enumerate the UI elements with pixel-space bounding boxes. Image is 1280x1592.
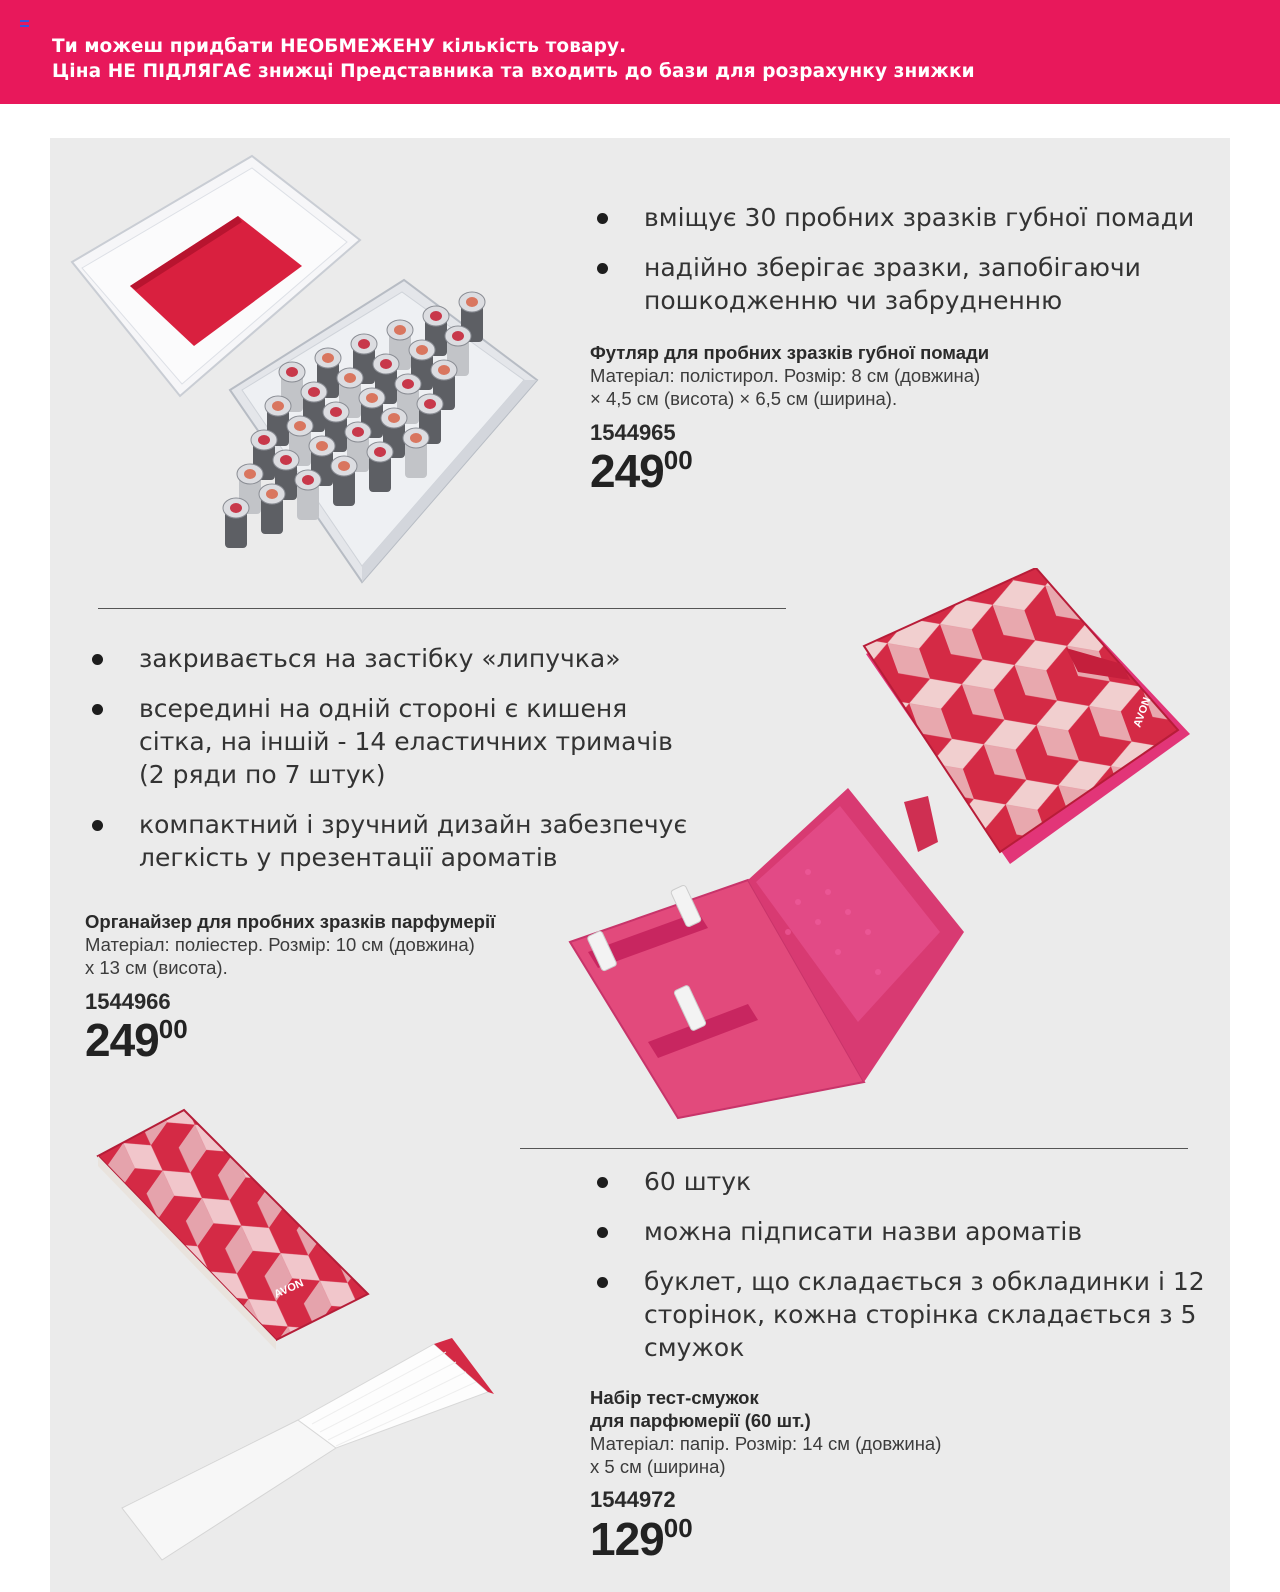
lipstick-color — [452, 331, 464, 341]
product-2-desc-line-1: Матеріал: поліестер. Розмір: 10 см (довжина) — [85, 934, 475, 955]
lipstick-color — [330, 407, 342, 417]
lipstick-color — [344, 373, 356, 383]
lipstick-color — [286, 367, 298, 377]
product-1-desc-line-1: Матеріал: полістирол. Розмір: 8 см (довжина) — [590, 365, 981, 386]
lipstick-color — [352, 427, 364, 437]
lipstick-color — [322, 353, 334, 363]
brand-label: AVON — [1131, 695, 1154, 730]
lipstick-color — [416, 345, 428, 355]
product-1-price — [590, 444, 693, 498]
bullet-icon — [92, 820, 103, 831]
feature-item: компактний і зручний дизайн забезпечує легкість у презентації ароматів — [139, 808, 699, 874]
banner-line-2: Ціна НЕ ПІДЛЯГАЄ знижці Представника та входить до бази для розрахунку знижки — [52, 61, 975, 82]
product-1-title: Футляр для пробних зразків губної помади — [590, 342, 990, 363]
lipstick-color — [410, 433, 422, 443]
price-cents: 00 — [663, 445, 693, 475]
bullet-icon — [597, 1177, 608, 1188]
product-2-desc-line-2: x 13 см (висота). — [85, 957, 228, 978]
lipstick-color — [280, 455, 292, 465]
lipstick-color — [374, 447, 386, 457]
lipstick-color — [358, 339, 370, 349]
lipstick-color — [266, 489, 278, 499]
lipstick-color — [258, 435, 270, 445]
lipstick-color — [394, 325, 406, 335]
product-2-title: Органайзер для пробних зразків парфумерії — [85, 911, 496, 932]
bullet-icon — [597, 263, 608, 274]
test-strips-image — [92, 1104, 502, 1574]
price-main: 129 — [590, 1513, 664, 1565]
product-1-desc-line-2: × 4,5 см (висота) × 6,5 см (ширина). — [590, 388, 898, 409]
organizer-open-image — [568, 782, 968, 1122]
bullet-icon — [597, 213, 608, 224]
lipstick-color — [244, 469, 256, 479]
lipstick-color — [424, 399, 436, 409]
bullet-icon — [92, 654, 103, 665]
feature-item: надійно зберігає зразки, запобігаючи пошкодженню чи забрудненню — [644, 251, 1214, 317]
feature-item: буклет, що складається з обкладинки і 12 сторінок, кожна сторінка складається з 5 смужок — [644, 1265, 1214, 1364]
price-cents: 00 — [158, 1014, 188, 1044]
feature-item: всередині на одній стороні є кишеня сітка, на іншій - 14 еластичних тримачів (2 ряди по 7 штук) — [139, 692, 699, 791]
product-3-price — [590, 1512, 693, 1566]
lipstick-color — [430, 311, 442, 321]
section-divider — [98, 608, 786, 609]
lipstick-color — [302, 475, 314, 485]
price-main: 249 — [85, 1014, 159, 1066]
product-3-desc-line-2: x 5 см (ширина) — [590, 1456, 726, 1477]
lipstick-color — [466, 297, 478, 307]
lipstick-color — [316, 441, 328, 451]
lipstick-case-image — [62, 150, 552, 590]
price-cents: 00 — [663, 1513, 693, 1543]
lipstick-color — [308, 387, 320, 397]
lipstick-color — [388, 413, 400, 423]
price-main: 249 — [590, 445, 664, 497]
product-2-price — [85, 1013, 188, 1067]
bullet-icon — [597, 1227, 608, 1238]
section-divider — [520, 1148, 1188, 1149]
bullet-icon — [92, 704, 103, 715]
lipstick-color — [380, 359, 392, 369]
feature-item: можна підписати назви ароматів — [644, 1215, 1214, 1248]
feature-item: 60 штук — [644, 1165, 1214, 1198]
lipstick-color — [402, 379, 414, 389]
feature-item: вміщує 30 пробних зразків губної помади — [644, 201, 1214, 234]
lipstick-color — [338, 461, 350, 471]
promo-banner — [0, 0, 1280, 104]
product-3-desc-line-1: Матеріал: папір. Розмір: 14 см (довжина) — [590, 1433, 942, 1454]
bullet-icon — [597, 1277, 608, 1288]
product-1-features — [644, 201, 1214, 334]
product-3-title-line-2: для парфюмерії (60 шт.) — [590, 1410, 811, 1431]
product-2-sku: 1544966 — [85, 989, 171, 1014]
brand-label: AVON — [272, 1277, 306, 1301]
product-1-sku: 1544965 — [590, 420, 676, 445]
lipstick-color — [438, 365, 450, 375]
feature-item: закривається на застібку «липучка» — [139, 642, 699, 675]
lipstick-color — [272, 401, 284, 411]
product-3-features — [644, 1165, 1214, 1381]
lipstick-color — [366, 393, 378, 403]
menu-icon[interactable] — [20, 20, 29, 27]
lipstick-color — [294, 421, 306, 431]
lipstick-color — [230, 503, 242, 513]
banner-line-1: Ти можеш придбати НЕОБМЕЖЕНУ кількість товару. — [52, 36, 627, 57]
product-3-title-line-1: Набір тест-смужок — [590, 1387, 759, 1408]
product-3-sku: 1544972 — [590, 1487, 676, 1512]
